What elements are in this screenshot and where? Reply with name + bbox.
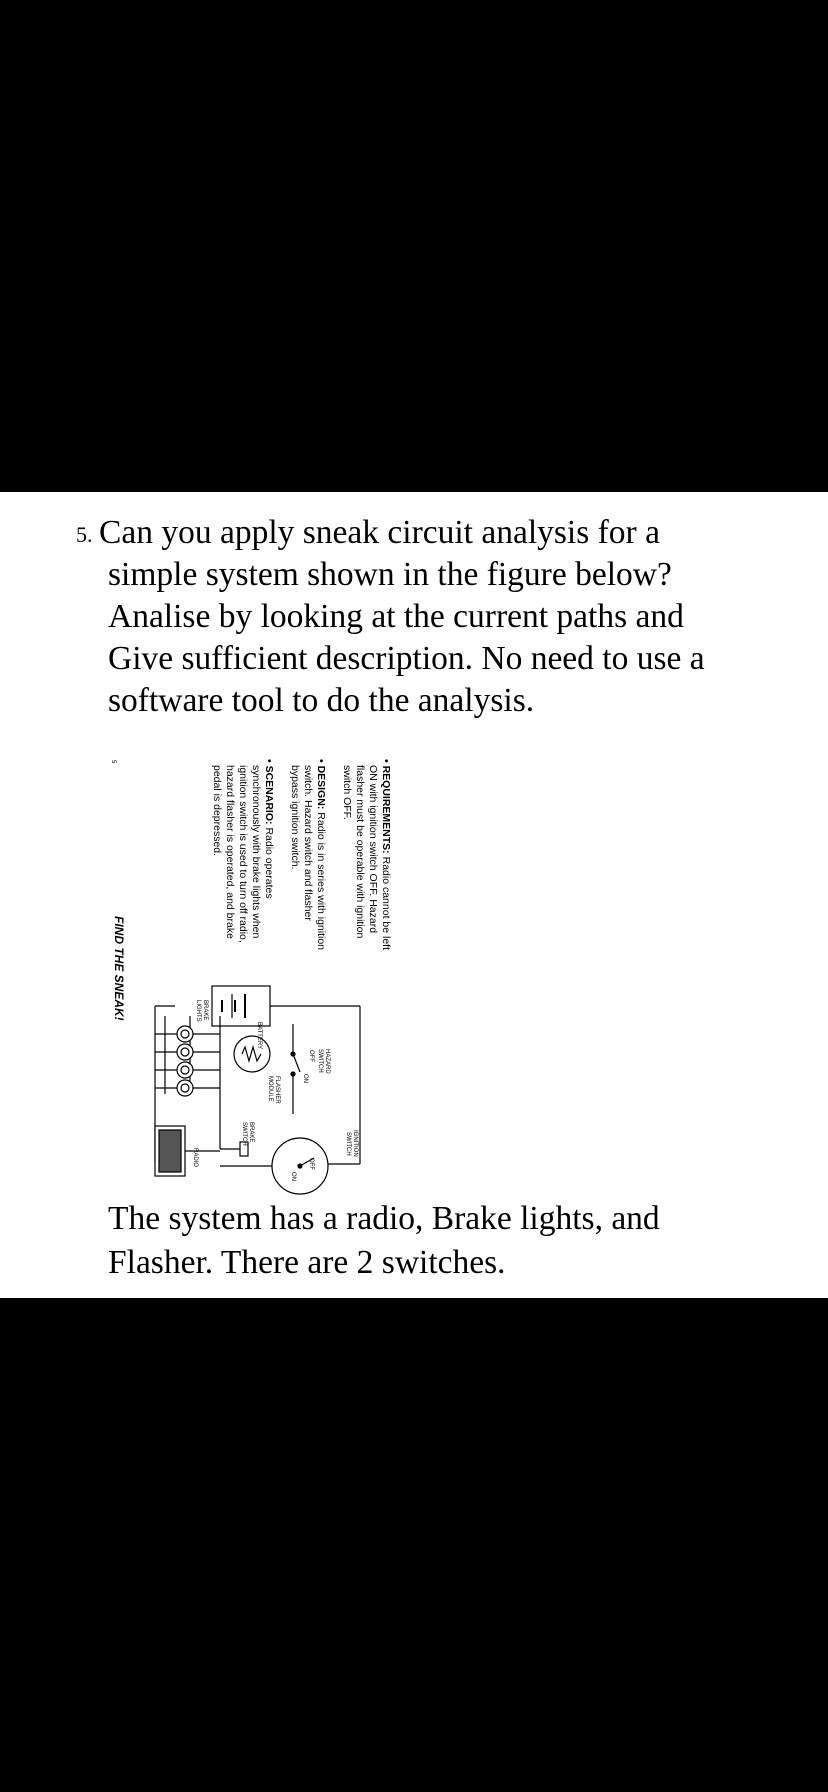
design-line-1: Radio is in series with ignition [315,812,327,951]
svg-text:IGNITION: IGNITION [352,1130,358,1157]
design-label: DESIGN: [315,765,327,810]
svg-text:HAZARD: HAZARD [324,1049,330,1074]
svg-text:• REQUIREMENTS: Radio cannot b: • REQUIREMENTS: Radio cannot be left [380,759,392,951]
radio-fill [159,1130,181,1172]
hazard-switch-blade [293,1054,300,1072]
svg-text:LIGHTS: LIGHTS [195,1000,201,1022]
document-page [0,492,828,1298]
circuit-diagram [155,986,360,1194]
svg-text:SWITCH: SWITCH [241,1122,247,1146]
question-line-3: Analise by looking at the current paths and [108,598,684,635]
svg-text:SWITCH: SWITCH [345,1132,351,1156]
ignition-off-label: OFF [308,1158,314,1170]
flasher-module-label [267,1076,280,1104]
radio-label: RADIO [192,1148,198,1168]
brake-lamp-2 [177,1044,193,1060]
svg-text:FLASHER: FLASHER [274,1076,280,1104]
battery-label: BATTERY [256,1022,262,1050]
scenario-line-4: hazard flasher is operated, and brake [224,765,236,939]
question-number: 5. [76,522,93,547]
ignition-on-label: ON [290,1172,296,1181]
scenario-line-1: Radio operates [263,827,275,899]
svg-text:• SCENARIO: Radio operates: • SCENARIO: Radio operates [263,759,275,899]
circuit-figure-svg [100,754,400,1274]
brake-lamp-1 [177,1026,193,1042]
scenario-line-5: pedal is depressed. [211,765,223,857]
answer-line-1: The system has a radio, Brake lights, and [108,1200,660,1237]
find-the-sneak: FIND THE SNEAK! [112,916,126,1021]
battery-box [212,986,270,1026]
requirements-line-1: Radio cannot be left [380,856,392,951]
brake-lamp-3 [177,1062,193,1078]
svg-text:• DESIGN: Radio is in series w: • DESIGN: Radio is in series with ignition [315,759,327,951]
design-block [289,759,327,950]
requirements-line-2: ON with ignition switch OFF. Hazard [367,765,379,934]
answer-line-2: Flasher. There are 2 switches. [108,1244,506,1281]
requirements-block [341,759,392,950]
svg-text:MODULE: MODULE [267,1076,273,1102]
question-text [99,512,798,722]
question-line-1: Can you apply sneak circuit analysis for a [99,514,660,551]
scenario-label: SCENARIO: [263,765,275,825]
svg-text:SWITCH: SWITCH [317,1049,323,1073]
brake-switch-label [241,1122,254,1146]
question-line-5: software tool to do the analysis. [108,682,535,719]
slide-number: 5 [110,760,116,764]
svg-text:BRAKE: BRAKE [248,1122,254,1143]
requirements-label: REQUIREMENTS: [380,765,392,854]
design-line-3: bypass ignition switch. [289,765,301,870]
brake-lamp-4 [177,1080,193,1096]
scenario-line-3: ignition switch is used to turn off radio, [237,765,249,943]
hazard-switch-label [317,1049,330,1074]
requirements-line-3: flasher must be operable with ignition [354,765,366,939]
requirements-line-4: switch OFF. [341,765,353,820]
svg-text:BRAKE: BRAKE [202,1000,208,1021]
hazard-off-label: OFF [308,1050,314,1062]
answer-text [108,1197,798,1285]
ignition-switch-label [345,1130,358,1157]
ignition-switch-pivot [298,1164,302,1168]
scenario-block [211,759,275,943]
circuit-figure-rotated [100,754,400,1274]
flasher-module-circle [234,1036,270,1072]
brake-lights-label [195,1000,208,1022]
question-line-4: Give sufficient description. No need to use a [108,640,705,677]
question-line-2: simple system shown in the figure below? [108,556,672,593]
hazard-on-label: ON [302,1074,308,1083]
scenario-line-2: synchronously with brake lights when [250,765,262,939]
design-line-2: switch. Hazard switch and flasher [302,765,314,921]
